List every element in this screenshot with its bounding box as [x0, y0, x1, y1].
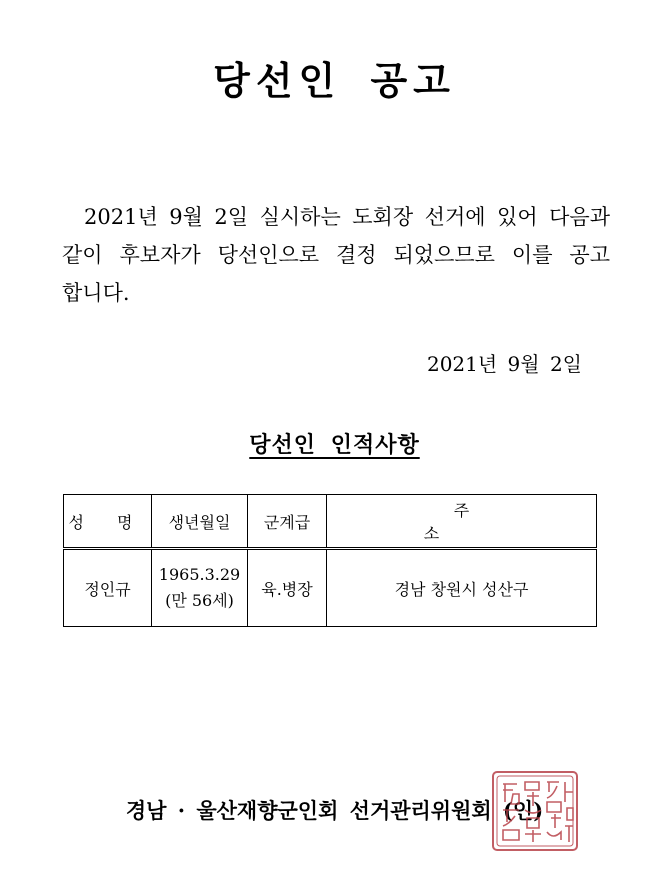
cell-birth-date — [152, 549, 248, 627]
notice-title: 당선인 공고 — [213, 58, 456, 103]
cell-rank: 육.병장 — [248, 549, 327, 627]
table-row — [64, 549, 597, 627]
cell-name: 정인규 — [64, 549, 152, 627]
age-text: (만 56세) — [165, 591, 234, 610]
column-header-address-text: 주 소 — [423, 501, 530, 543]
winner-info-table — [63, 494, 597, 627]
cell-address: 경남 창원시 성산구 — [327, 549, 597, 627]
birth-date-text: 1965.3.29 — [158, 565, 241, 584]
column-header-rank: 군계급 — [248, 495, 327, 549]
notice-body: 2021년 9월 2일 실시하는 도회장 선거에 있어 다음과 같이 후보자가 당선인으로 결정 되었으므로 이를 공고 합니다. — [62, 205, 610, 305]
column-header-birth-date: 생년월일 — [152, 495, 248, 549]
section-heading-text: 당선인 인적사항 — [249, 432, 420, 458]
issuer-line: 경남 · 울산재향군인회 선거관리위원회 (인) — [125, 798, 544, 823]
column-header-name: 성 명 — [64, 495, 152, 549]
notice-date: 2021년 9월 2일 — [426, 352, 582, 376]
official-seal-icon — [491, 770, 579, 852]
column-header-address — [327, 495, 597, 549]
table-header-row — [64, 495, 597, 549]
section-heading — [0, 428, 669, 459]
